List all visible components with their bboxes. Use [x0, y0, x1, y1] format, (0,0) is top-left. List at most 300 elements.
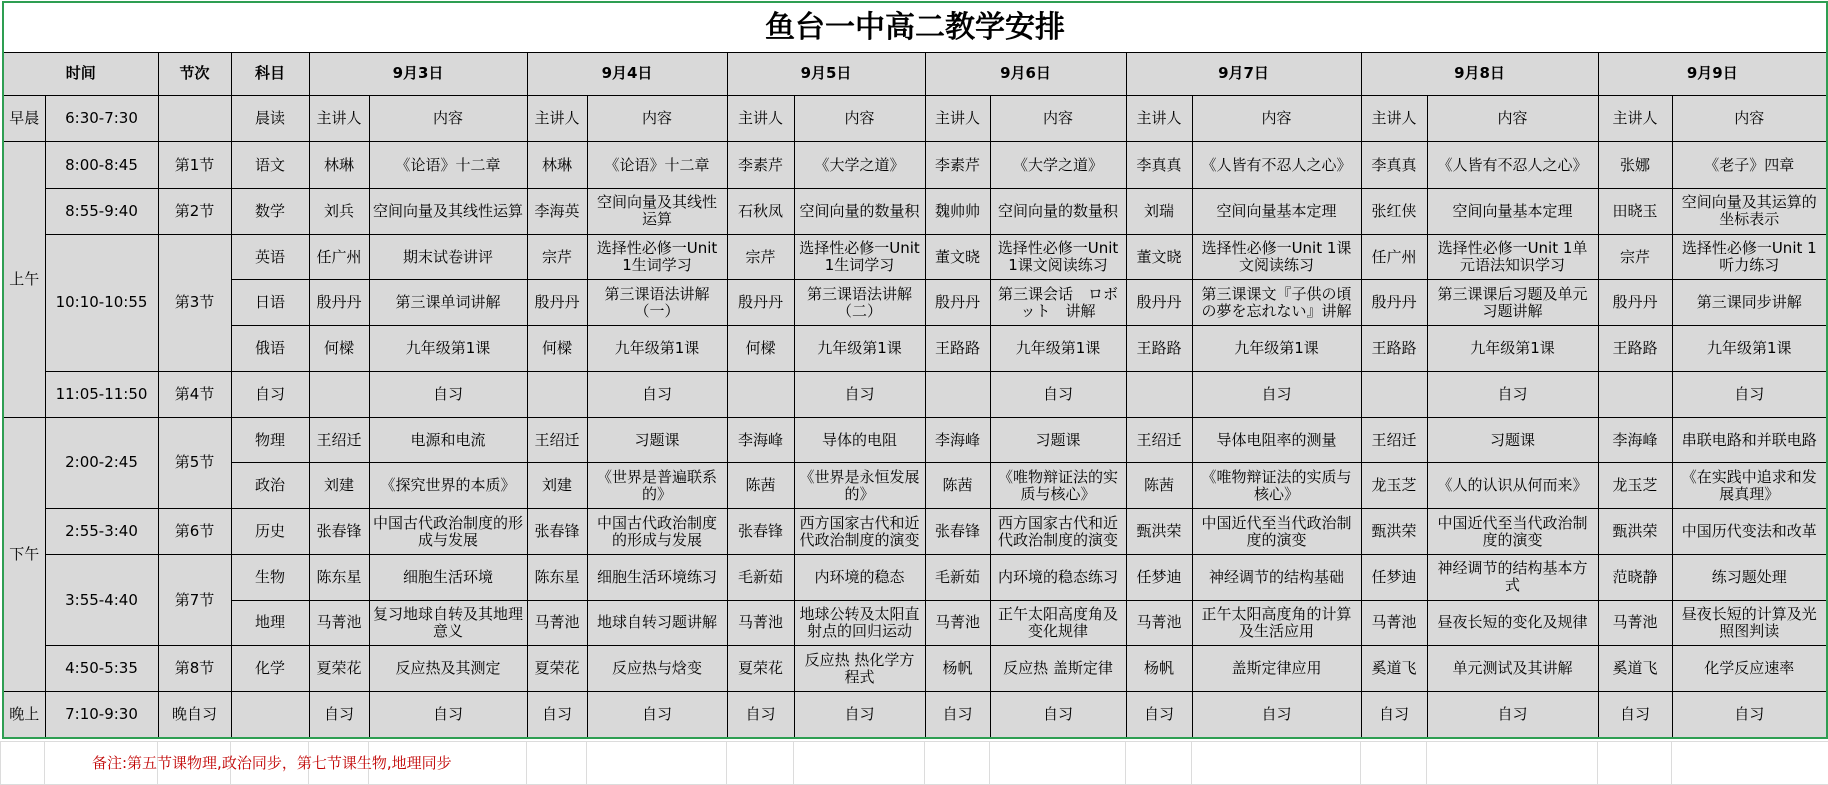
lesson-content: 自习	[1734, 385, 1765, 403]
header-teacher: 主讲人	[1361, 95, 1427, 142]
content-cell	[1427, 280, 1598, 326]
teacher-cell	[727, 326, 794, 372]
teacher-name: 任广州	[1371, 248, 1417, 266]
teacher-cell	[925, 554, 990, 600]
teacher-name: 张春锋	[934, 523, 980, 540]
header-content: 内容	[1427, 95, 1598, 142]
lesson-content: 空间向量及其运算的坐标表示	[1681, 194, 1817, 229]
teacher-name: 任广州	[316, 248, 362, 266]
lesson-content: 细胞生活环境	[402, 568, 493, 586]
content-cell	[1192, 371, 1361, 417]
content-cell	[990, 600, 1126, 646]
header-date: 9月5日	[727, 52, 925, 95]
table-row	[3, 142, 1827, 189]
lesson-content: 期末试卷讲评	[402, 248, 493, 266]
lesson-content: 第三课同步讲解	[1696, 294, 1802, 312]
header-teacher: 主讲人	[527, 95, 587, 142]
subject-cell: 语文	[231, 142, 309, 189]
content-cell	[990, 326, 1126, 372]
section-label-am: 上午	[3, 142, 45, 417]
teacher-name: 王绍迁	[316, 431, 362, 449]
teacher-cell	[309, 600, 369, 646]
morning-period	[158, 95, 231, 142]
teacher-cell	[1361, 142, 1427, 189]
lesson-content: 自习	[1497, 385, 1528, 403]
teacher-cell	[527, 509, 587, 555]
teacher-cell: 自习	[1126, 692, 1192, 738]
header-date: 9月9日	[1598, 52, 1827, 95]
teacher-cell: 自习	[925, 692, 990, 738]
subject-cell: 数学	[231, 189, 309, 235]
morning-subject: 晨读	[231, 95, 309, 142]
teacher-cell	[1598, 417, 1672, 463]
content-cell	[1672, 600, 1827, 646]
teacher-name: 张红侠	[1371, 202, 1417, 220]
teacher-name: 马菁池	[534, 614, 580, 632]
teacher-cell	[1598, 326, 1672, 372]
teacher-name: 张春锋	[737, 523, 783, 540]
content-cell	[1672, 189, 1827, 235]
header-teacher: 主讲人	[925, 95, 990, 142]
table-row	[3, 463, 1827, 509]
content-cell: 自习	[794, 692, 925, 738]
lesson-content: 九年级第1课	[1470, 340, 1555, 358]
content-cell	[1192, 646, 1361, 692]
teacher-name: 殷丹丹	[934, 294, 980, 312]
teacher-cell	[925, 463, 990, 509]
table-row	[3, 234, 1827, 280]
lesson-content: 地球公转及太阳直射点的回归运动	[799, 605, 920, 640]
teacher-cell	[727, 463, 794, 509]
teacher-cell	[309, 509, 369, 555]
period-cell: 第8节	[158, 646, 231, 692]
teacher-cell: 自习	[727, 692, 794, 738]
teacher-cell	[1126, 326, 1192, 372]
lesson-content: 《世界是永恒发展的》	[799, 468, 920, 503]
teacher-cell	[527, 417, 587, 463]
teacher-name: 王绍迁	[534, 431, 580, 449]
content-cell	[794, 280, 925, 326]
content-cell	[1672, 417, 1827, 463]
teacher-cell	[1126, 646, 1192, 692]
content-cell	[794, 646, 925, 692]
content-cell	[1672, 371, 1827, 417]
teacher-cell	[1126, 417, 1192, 463]
lesson-content: 反应热与焓变	[611, 660, 702, 678]
teacher-cell	[1126, 371, 1192, 417]
teacher-cell	[925, 142, 990, 189]
period-cell: 第7节	[158, 554, 231, 645]
teacher-name: 李海峰	[934, 431, 980, 449]
content-cell	[1192, 142, 1361, 189]
teacher-name: 刘瑞	[1143, 202, 1174, 220]
header-time: 时间	[3, 52, 158, 95]
content-cell	[1427, 417, 1598, 463]
teacher-name: 李素芹	[934, 156, 980, 174]
content-cell	[1672, 142, 1827, 189]
teacher-name: 宗芹	[541, 248, 572, 266]
content-cell	[1672, 554, 1827, 600]
teacher-name: 马菁池	[1612, 614, 1658, 632]
content-cell	[990, 509, 1126, 555]
lesson-content: 自习	[432, 385, 463, 403]
header-teacher: 主讲人	[1598, 95, 1672, 142]
teacher-name: 甄洪荣	[1612, 523, 1658, 540]
lesson-content: 九年级第1课	[405, 340, 491, 358]
content-cell: 自习	[587, 692, 727, 738]
content-cell	[794, 554, 925, 600]
lesson-content: 中国近代至当代政治制度的演变	[1437, 514, 1588, 549]
lesson-content: 盖斯定律应用	[1231, 660, 1322, 678]
content-cell	[1672, 463, 1827, 509]
lesson-content: 《在实践中追求和发展真理》	[1681, 468, 1817, 503]
teacher-cell	[727, 417, 794, 463]
content-cell	[587, 646, 727, 692]
content-cell	[794, 417, 925, 463]
teacher-name: 甄洪荣	[1136, 523, 1182, 540]
teacher-cell	[1361, 463, 1427, 509]
lesson-content: 复习地球自转及其地理意义	[372, 605, 523, 640]
content-cell	[587, 554, 727, 600]
period-cell: 第2节	[158, 189, 231, 235]
teacher-name: 殷丹丹	[737, 294, 783, 312]
content-cell	[990, 280, 1126, 326]
lesson-content: 反应热 热化学方程式	[804, 651, 915, 686]
lesson-content: 九年级第1课	[1706, 340, 1792, 358]
teacher-cell	[727, 509, 794, 555]
lesson-content: 导体的电阻	[821, 431, 897, 449]
teacher-cell: 自习	[1598, 692, 1672, 738]
teacher-name: 陈东星	[534, 568, 580, 586]
teacher-name: 李海峰	[1612, 431, 1658, 449]
content-cell	[369, 280, 527, 326]
time-cell: 2:00-2:45	[45, 417, 158, 508]
period-cell: 第3节	[158, 234, 231, 371]
time-cell: 7:10-9:30	[45, 692, 158, 738]
content-cell	[794, 234, 925, 280]
teacher-cell	[727, 234, 794, 280]
schedule-table	[2, 1, 1828, 739]
content-cell	[990, 554, 1126, 600]
lesson-content: 自习	[844, 385, 875, 403]
content-cell: 自习	[369, 692, 527, 738]
teacher-name: 刘建	[541, 477, 572, 495]
lesson-content: 单元测试及其讲解	[1452, 660, 1573, 678]
teacher-cell	[1361, 326, 1427, 372]
lesson-content: 中国古代政治制度的形成与发展	[596, 514, 717, 549]
content-cell: 自习	[1192, 692, 1361, 738]
teacher-cell	[1598, 600, 1672, 646]
content-cell	[369, 646, 527, 692]
teacher-name: 奚道飞	[1371, 660, 1417, 678]
content-cell	[794, 509, 925, 555]
lesson-content: 反应热 盖斯定律	[1003, 660, 1113, 678]
teacher-name: 殷丹丹	[1371, 294, 1417, 312]
teacher-cell	[925, 234, 990, 280]
content-cell	[369, 417, 527, 463]
teacher-name: 李海峰	[737, 431, 783, 449]
teacher-cell	[925, 189, 990, 235]
teacher-name: 李真真	[1371, 156, 1417, 174]
content-cell	[369, 463, 527, 509]
teacher-cell	[1361, 189, 1427, 235]
content-cell	[1427, 646, 1598, 692]
lesson-content: 《唯物辩证法的实质与核心》	[1201, 468, 1352, 503]
lesson-content: 选择性必修一Unit 1课文阅读练习	[997, 240, 1119, 275]
lesson-content: 正午太阳高度角及变化规律	[997, 605, 1118, 640]
header-content: 内容	[587, 95, 727, 142]
lesson-content: 九年级第1课	[614, 340, 700, 358]
lesson-content: 第三课课文『子供の頃の夢を忘れない』讲解	[1201, 285, 1352, 320]
header-teacher: 主讲人	[1126, 95, 1192, 142]
teacher-name: 夏荣花	[316, 660, 362, 678]
lesson-content: 九年级第1课	[1015, 340, 1101, 358]
lesson-content: 《世界是普遍联系的》	[596, 468, 717, 503]
teacher-name: 陈东星	[316, 568, 362, 586]
content-cell	[369, 234, 527, 280]
lesson-content: 中国古代政治制度的形成与发展	[372, 514, 523, 549]
teacher-cell	[309, 417, 369, 463]
lesson-content: 反应热及其测定	[395, 660, 501, 678]
table-row	[3, 189, 1827, 235]
lesson-content: 自习	[641, 385, 672, 403]
teacher-cell	[925, 280, 990, 326]
content-cell	[587, 326, 727, 372]
page-title: 鱼台一中高二教学安排	[3, 2, 1827, 52]
teacher-name: 王路路	[1612, 340, 1658, 358]
teacher-cell	[1361, 509, 1427, 555]
lesson-content: 习题课	[1035, 431, 1081, 449]
content-cell	[1427, 326, 1598, 372]
time-cell: 3:55-4:40	[45, 554, 158, 645]
lesson-content: 选择性必修一Unit 1听力练习	[1681, 240, 1817, 275]
header-date: 9月4日	[527, 52, 727, 95]
lesson-content: 《论语》十二章	[395, 156, 501, 174]
content-cell	[587, 417, 727, 463]
header-content: 内容	[369, 95, 527, 142]
content-cell	[990, 142, 1126, 189]
content-cell	[1192, 600, 1361, 646]
teacher-name: 王绍迁	[1371, 431, 1417, 449]
teacher-name: 石秋凤	[737, 202, 783, 220]
content-cell	[587, 371, 727, 417]
teacher-name: 何樑	[323, 340, 354, 358]
teacher-name: 马菁池	[1371, 614, 1417, 632]
teacher-cell	[1361, 371, 1427, 417]
content-cell	[794, 326, 925, 372]
teacher-cell	[925, 371, 990, 417]
lesson-content: 选择性必修一Unit 1单元语法知识学习	[1437, 240, 1588, 275]
lesson-content: 自习	[1261, 385, 1292, 403]
content-cell	[1427, 600, 1598, 646]
lesson-content: 昼夜长短的计算及光照图判读	[1681, 605, 1817, 640]
teacher-cell	[727, 600, 794, 646]
teacher-name: 宗芹	[1619, 248, 1650, 266]
teacher-name: 殷丹丹	[534, 294, 580, 312]
morning-label: 早晨	[3, 95, 45, 142]
content-cell	[1672, 646, 1827, 692]
table-row	[3, 280, 1827, 326]
lesson-content: 《大学之道》	[814, 156, 905, 174]
teacher-cell: 自习	[527, 692, 587, 738]
time-cell: 4:50-5:35	[45, 646, 158, 692]
teacher-name: 夏荣花	[737, 660, 783, 678]
header-period: 节次	[158, 52, 231, 95]
teacher-name: 杨帆	[1143, 660, 1174, 678]
lesson-content: 中国历代变法和改革	[1681, 523, 1817, 540]
teacher-name: 田晓玉	[1612, 202, 1658, 220]
lesson-content: 化学反应速率	[1704, 660, 1795, 678]
lesson-content: 第三课会话 ロボット 讲解	[997, 285, 1118, 320]
teacher-name: 何樑	[541, 340, 572, 358]
teacher-cell	[309, 463, 369, 509]
lesson-content: 内环境的稳态	[814, 568, 905, 586]
lesson-content: 第三课语法讲解（二）	[806, 285, 912, 320]
content-cell: 自习	[1427, 692, 1598, 738]
teacher-name: 王路路	[1371, 340, 1417, 358]
teacher-cell	[925, 646, 990, 692]
teacher-name: 马菁池	[316, 614, 362, 632]
lesson-content: 正午太阳高度角的计算及生活应用	[1201, 605, 1352, 640]
subject-cell: 政治	[231, 463, 309, 509]
teacher-name: 董文晓	[1136, 248, 1182, 266]
header-teacher: 主讲人	[727, 95, 794, 142]
teacher-name: 李海英	[534, 202, 580, 220]
teacher-cell	[1126, 280, 1192, 326]
lesson-content: 《人的认识从何而来》	[1437, 477, 1588, 495]
teacher-name: 龙玉芝	[1371, 477, 1417, 495]
lesson-content: 空间向量基本定理	[1452, 202, 1573, 220]
header-date: 9月6日	[925, 52, 1126, 95]
teacher-cell: 自习	[309, 692, 369, 738]
lesson-content: 神经调节的结构基本方式	[1437, 560, 1588, 595]
content-cell	[1427, 371, 1598, 417]
footnote: 备注:第五节课物理,政治同步，第七节课生物,地理同步	[92, 754, 452, 772]
teacher-cell	[1361, 234, 1427, 280]
time-cell: 8:00-8:45	[45, 142, 158, 189]
lesson-content: 选择性必修一Unit 1课文阅读练习	[1201, 240, 1352, 275]
teacher-cell	[727, 646, 794, 692]
content-cell	[587, 280, 727, 326]
teacher-name: 王路路	[1136, 340, 1182, 358]
teacher-cell	[1361, 646, 1427, 692]
lesson-content: 九年级第1课	[1234, 340, 1319, 358]
table-row	[3, 371, 1827, 417]
lesson-content: 神经调节的结构基础	[1208, 568, 1344, 586]
teacher-cell	[727, 142, 794, 189]
teacher-name: 陈茜	[745, 477, 776, 495]
teacher-name: 王路路	[934, 340, 980, 358]
content-cell	[1672, 234, 1827, 280]
content-cell	[794, 189, 925, 235]
content-cell	[1427, 234, 1598, 280]
teacher-name: 毛新茹	[737, 568, 783, 586]
teacher-name: 奚道飞	[1612, 660, 1658, 678]
teacher-cell	[527, 646, 587, 692]
teacher-cell	[1361, 417, 1427, 463]
content-cell	[369, 509, 527, 555]
subject-cell: 英语	[231, 234, 309, 280]
teacher-cell	[1361, 554, 1427, 600]
teacher-name: 陈茜	[1143, 477, 1174, 495]
teacher-cell	[1361, 280, 1427, 326]
lesson-content: 空间向量的数量积	[997, 202, 1118, 220]
lesson-content: 导体电阻率的测量	[1216, 431, 1337, 449]
teacher-cell	[527, 280, 587, 326]
teacher-cell	[1126, 189, 1192, 235]
teacher-name: 殷丹丹	[1612, 294, 1658, 312]
teacher-cell	[527, 554, 587, 600]
teacher-cell	[1126, 234, 1192, 280]
table-row	[3, 554, 1827, 600]
content-cell	[1192, 189, 1361, 235]
teacher-name: 陈茜	[942, 477, 973, 495]
teacher-name: 李真真	[1136, 156, 1182, 174]
content-cell	[990, 646, 1126, 692]
teacher-name: 甄洪荣	[1371, 523, 1417, 540]
subject-cell: 俄语	[231, 326, 309, 372]
teacher-name: 龙玉芝	[1612, 477, 1658, 495]
teacher-cell	[925, 417, 990, 463]
content-cell	[794, 142, 925, 189]
lesson-content: 《大学之道》	[1012, 156, 1103, 174]
content-cell	[587, 189, 727, 235]
header-subject: 科目	[231, 52, 309, 95]
teacher-name: 马菁池	[934, 614, 980, 632]
teacher-cell	[1598, 189, 1672, 235]
teacher-cell	[309, 280, 369, 326]
teacher-cell	[527, 371, 587, 417]
header-content: 内容	[990, 95, 1126, 142]
lesson-content: 第三课单词讲解	[395, 294, 501, 312]
subject-cell: 生物	[231, 554, 309, 600]
lesson-content: 西方国家古代和近代政治制度的演变	[997, 514, 1118, 549]
morning-time: 6:30-7:30	[45, 95, 158, 142]
subject-cell: 地理	[231, 600, 309, 646]
teacher-cell	[527, 234, 587, 280]
content-cell: 自习	[1672, 692, 1827, 738]
teacher-name: 张娜	[1619, 156, 1650, 174]
teacher-cell	[1126, 554, 1192, 600]
content-cell	[369, 554, 527, 600]
content-cell	[369, 371, 527, 417]
teacher-name: 林琳	[541, 156, 572, 174]
content-cell	[587, 142, 727, 189]
lesson-content: 地球自转习题讲解	[596, 614, 717, 632]
header-date: 9月3日	[309, 52, 527, 95]
teacher-name: 范晓静	[1612, 568, 1658, 586]
teacher-cell	[727, 189, 794, 235]
teacher-cell	[1598, 509, 1672, 555]
content-cell	[1427, 463, 1598, 509]
content-cell	[587, 463, 727, 509]
teacher-cell	[1126, 600, 1192, 646]
teacher-name: 任梦迪	[1371, 568, 1417, 586]
period-cell: 晚自习	[158, 692, 231, 738]
content-cell	[1672, 509, 1827, 555]
subject-cell: 历史	[231, 509, 309, 555]
teacher-cell	[925, 509, 990, 555]
teacher-cell	[925, 600, 990, 646]
teacher-name: 马菁池	[737, 614, 783, 632]
teacher-cell	[1598, 371, 1672, 417]
content-cell	[369, 142, 527, 189]
lesson-content: 西方国家古代和近代政治制度的演变	[799, 514, 920, 549]
header-content: 内容	[1672, 95, 1827, 142]
content-cell	[1672, 280, 1827, 326]
period-cell: 第5节	[158, 417, 231, 508]
content-cell	[794, 600, 925, 646]
